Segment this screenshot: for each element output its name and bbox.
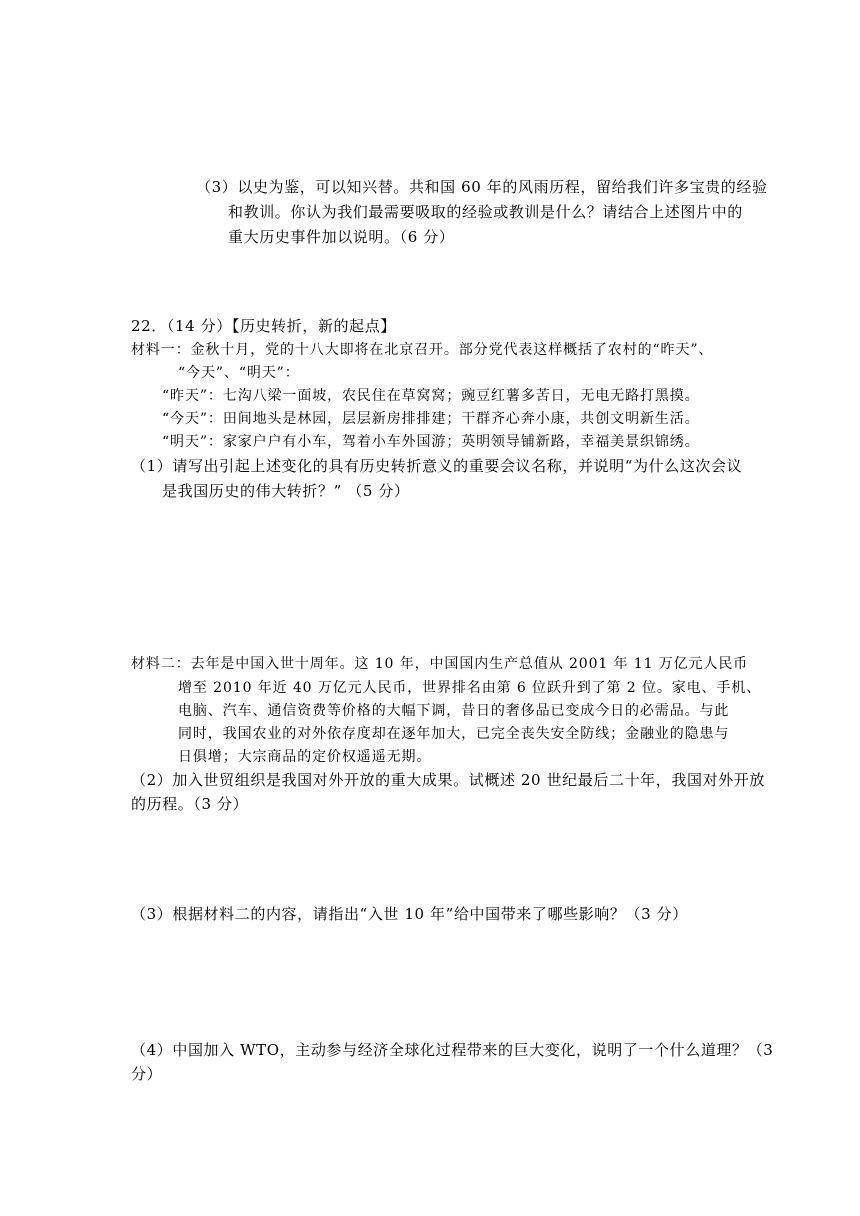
material2-line-3: 电脑、汽车、通信资费等价格的大幅下调，昔日的奢侈品已变成今日的必需品。与此 xyxy=(178,703,730,719)
material2-line-1: 材料二：去年是中国入世十周年。这 10 年，中国国内生产总值从 2001 年 11 万亿元人民币 xyxy=(131,656,749,672)
q21-3-line-3: 重大历史事件加以说明。（6 分） xyxy=(228,228,455,246)
q22-sub3: （3）根据材料二的内容，请指出“入世 10 年”给中国带来了哪些影响？（3 分） xyxy=(131,905,688,923)
q22-heading: 22．（14 分）【历史转折，新的起点】 xyxy=(131,317,396,335)
material1-today: “今天”：田间地头是林园，层层新房排排建；干群齐心奔小康，共创文明新生活。 xyxy=(162,411,700,427)
q22-sub4-line-2: 分） xyxy=(131,1065,163,1083)
material2-line-5: 日俱增；大宗商品的定价权遥遥无期。 xyxy=(178,749,432,765)
q22-sub1-line-1: （1）请写出引起上述变化的具有历史转折意义的重要会议名称，并说明“为什么这次会议 xyxy=(131,457,743,475)
material1-yesterday: “昨天”：七沟八梁一面坡，农民住在草窝窝；豌豆红薯多苦日，无电无路打黑摸。 xyxy=(162,388,700,404)
material2-line-4: 同时，我国农业的对外依存度却在逐年加大，已完全丧失安全防线；金融业的隐患与 xyxy=(178,726,730,742)
material1-line-2: “今天”、“明天”： xyxy=(178,365,300,381)
q21-3-line-2: 和教训。你认为我们最需要吸取的经验或教训是什么？请结合上述图片中的 xyxy=(228,203,743,221)
material2-line-2: 增至 2010 年近 40 万亿元人民币，世界排名由第 6 位跃升到了第 2 位。家电、手机、 xyxy=(178,680,762,696)
material1-line-1: 材料一：金秋十月，党的十八大即将在北京召开。部分党代表这样概括了农村的“昨天”、 xyxy=(131,342,714,358)
q22-sub2-line-2: 的历程。（3 分） xyxy=(131,795,249,813)
q22-sub4-line-1: （4）中国加入 WTO，主动参与经济全球化过程带来的巨大变化，说明了一个什么道理？（3 xyxy=(131,1041,774,1059)
q21-3-line-1: （3）以史为鉴，可以知兴替。共和国 60 年的风雨历程，留给我们许多宝贵的经验 xyxy=(196,178,768,196)
material1-tomorrow: “明天”：家家户户有小车，驾着小车外国游；英明领导铺新路，幸福美景织锦绣。 xyxy=(162,434,700,450)
q22-sub1-line-2: 是我国历史的伟大转折？” （5 分） xyxy=(162,482,410,500)
q22-sub2-line-1: （2）加入世贸组织是我国对外开放的重大成果。试概述 20 世纪最后二十年，我国对外开放 xyxy=(131,771,765,789)
